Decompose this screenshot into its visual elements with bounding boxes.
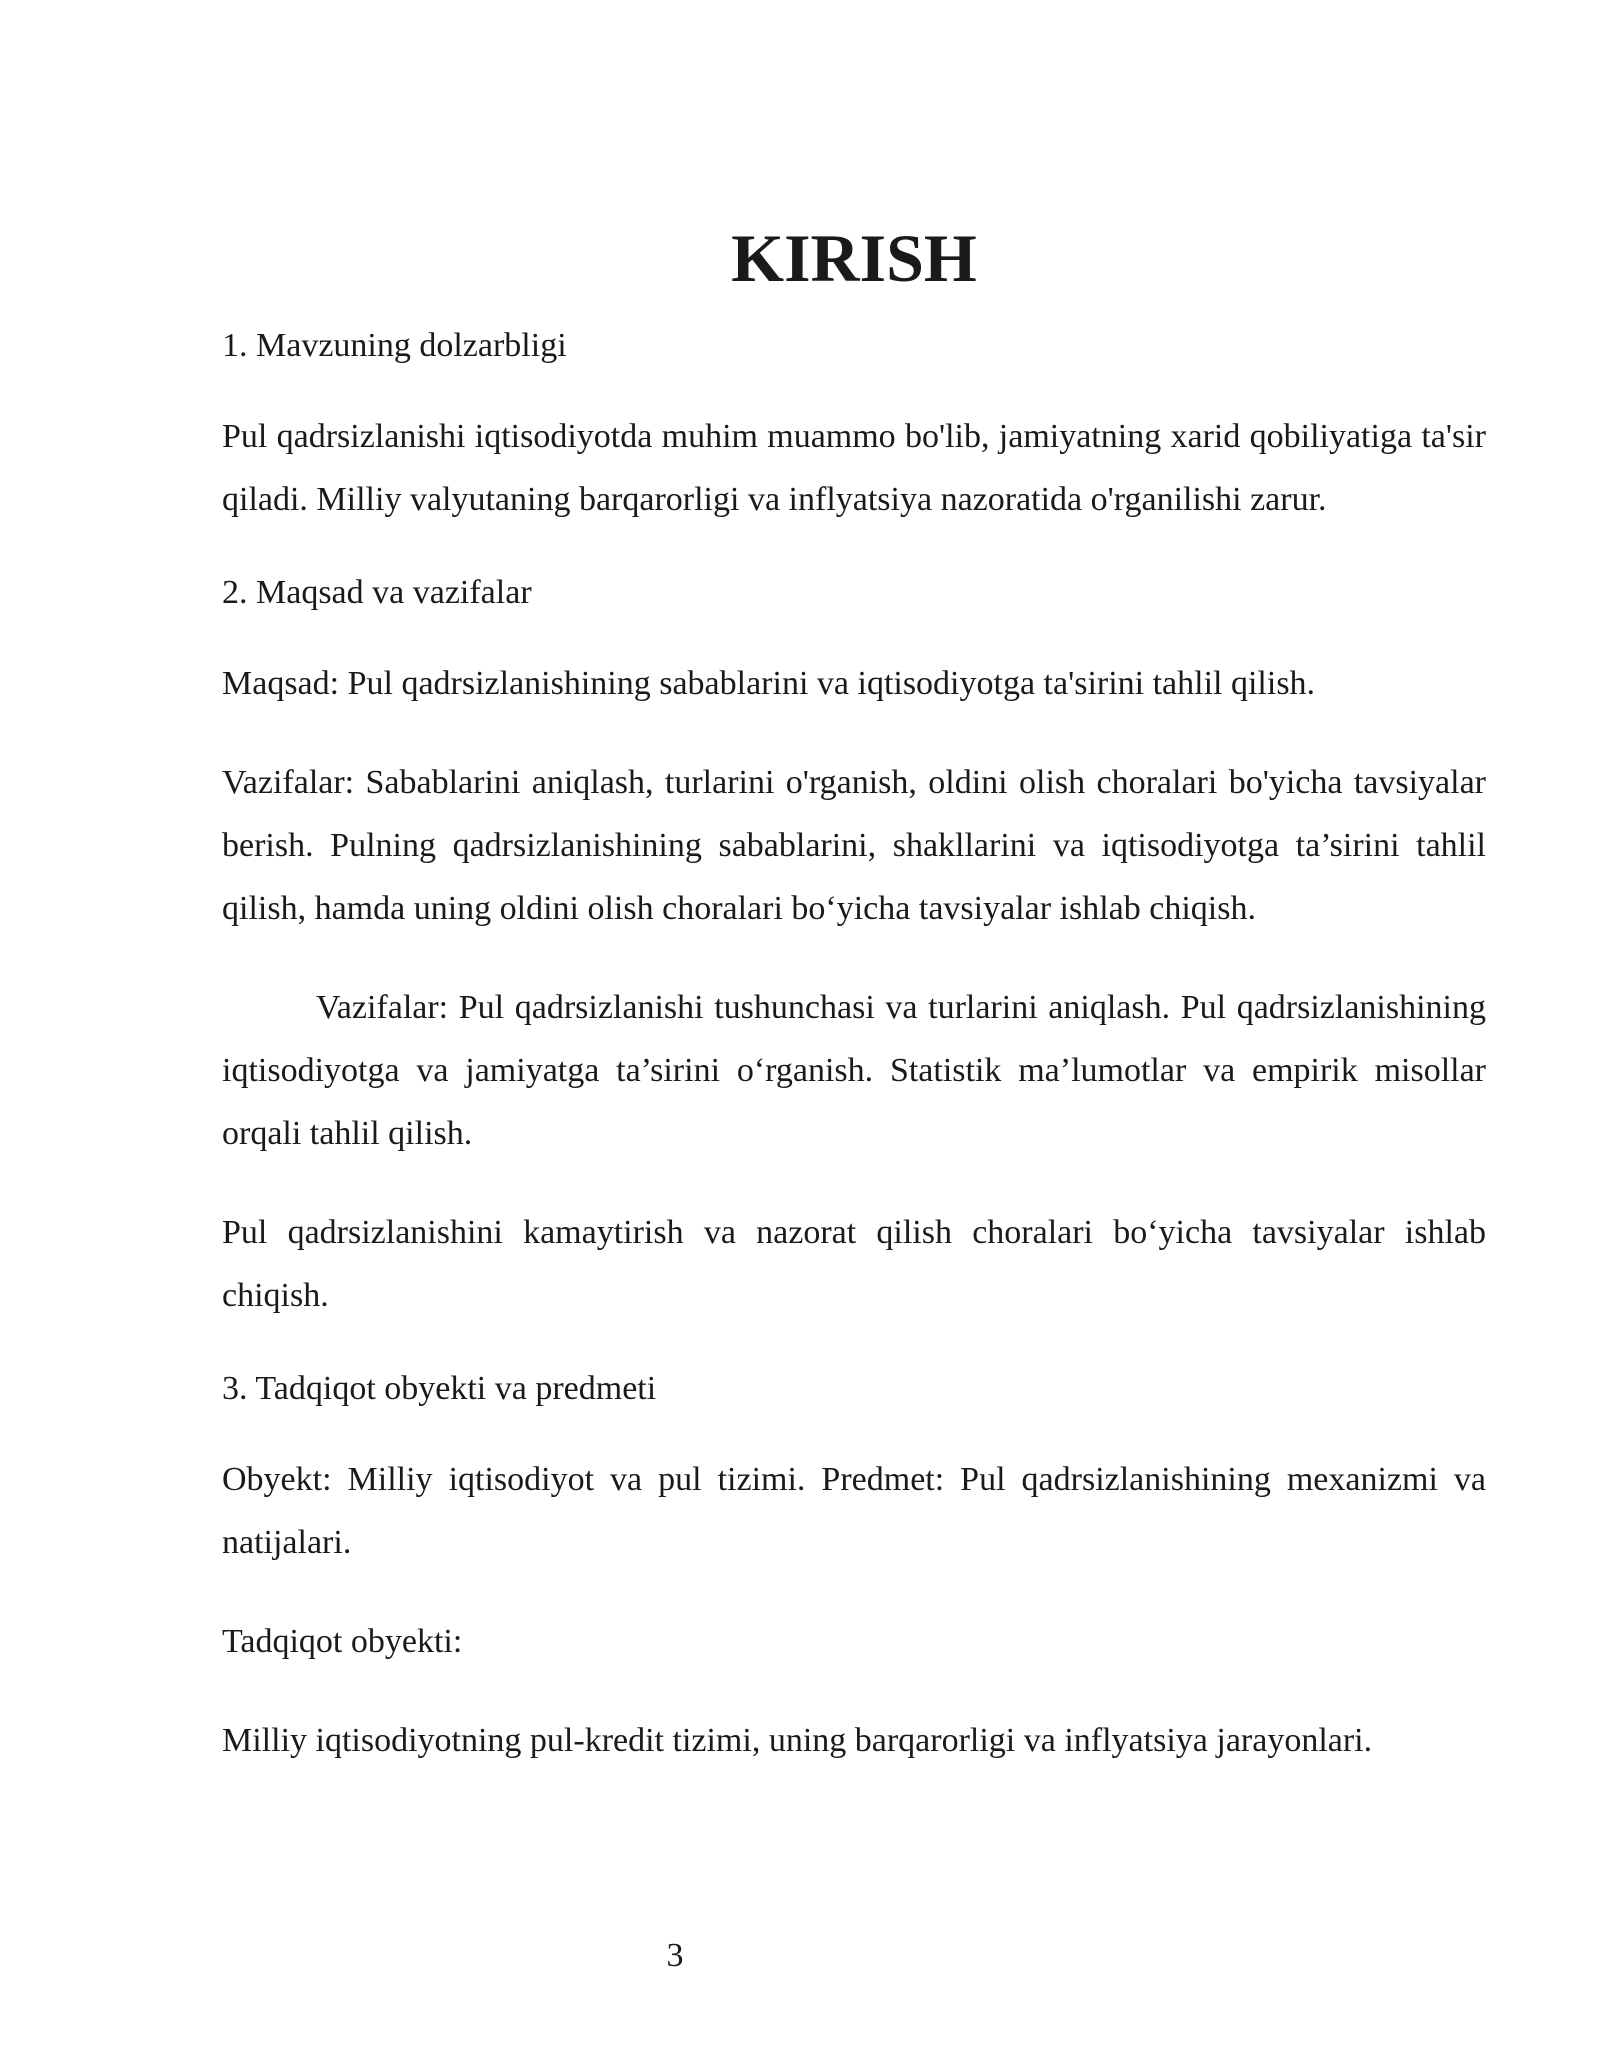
paragraph-research-object-label: Tadqiqot obyekti: bbox=[222, 1623, 463, 1660]
section-title-object: 3. Tadqiqot obyekti va predmeti bbox=[222, 1370, 657, 1407]
paragraph-tasks-2: Vazifalar: Pul qadrsizlanishi tushunchasi va turlarini aniqlash. Pul qadrsizlanishining iqtisodiyotga va jamiyatga ta’sirini o‘rganish. Statistik ma’lumotlar va empirik misollar orqali tahlil qilish. bbox=[222, 989, 1486, 1152]
paragraph-tasks-1: Vazifalar: Sabablarini aniqlash, turlarini o'rganish, oldini olish choralari bo'yicha tavsiyalar berish. Pulning qadrsizlanishining sabablarini, shakllarini va iqtisodiyotga ta’sirini tahlil qilish, hamda uning oldini olish choralari bo‘yicha tavsiyalar ishlab chiqish. bbox=[222, 764, 1486, 927]
section-title-relevance: 1. Mavzuning dolzarbligi bbox=[222, 327, 567, 364]
paragraph-research-object: Milliy iqtisodiyotning pul-kredit tizimi, uning barqarorligi va inflyatsiya jarayonlari. bbox=[222, 1722, 1373, 1759]
page-heading: KIRISH bbox=[731, 220, 977, 296]
document-content bbox=[222, 220, 1486, 1772]
paragraph-goal: Maqsad: Pul qadrsizlanishining sabablarini va iqtisodiyotga ta'sirini tahlil qilish. bbox=[222, 665, 1316, 702]
page-number: 3 bbox=[666, 1937, 684, 1974]
paragraph-recommendations: Pul qadrsizlanishini kamaytirish va nazorat qilish choralari bo‘yicha tavsiyalar ishlab chiqish. bbox=[222, 1214, 1486, 1314]
paragraph-object-subject: Obyekt: Milliy iqtisodiyot va pul tizimi. Predmet: Pul qadrsizlanishining mexanizmi va natijalari. bbox=[222, 1461, 1486, 1561]
paragraph-relevance: Pul qadrsizlanishi iqtisodiyotda muhim muammo bo'lib, jamiyatning xarid qobiliyatiga ta'sir qiladi. Milliy valyutaning barqarorligi va inflyatsiya nazoratida o'rganilishi zarur. bbox=[222, 418, 1486, 518]
section-title-goals: 2. Maqsad va vazifalar bbox=[222, 574, 532, 611]
